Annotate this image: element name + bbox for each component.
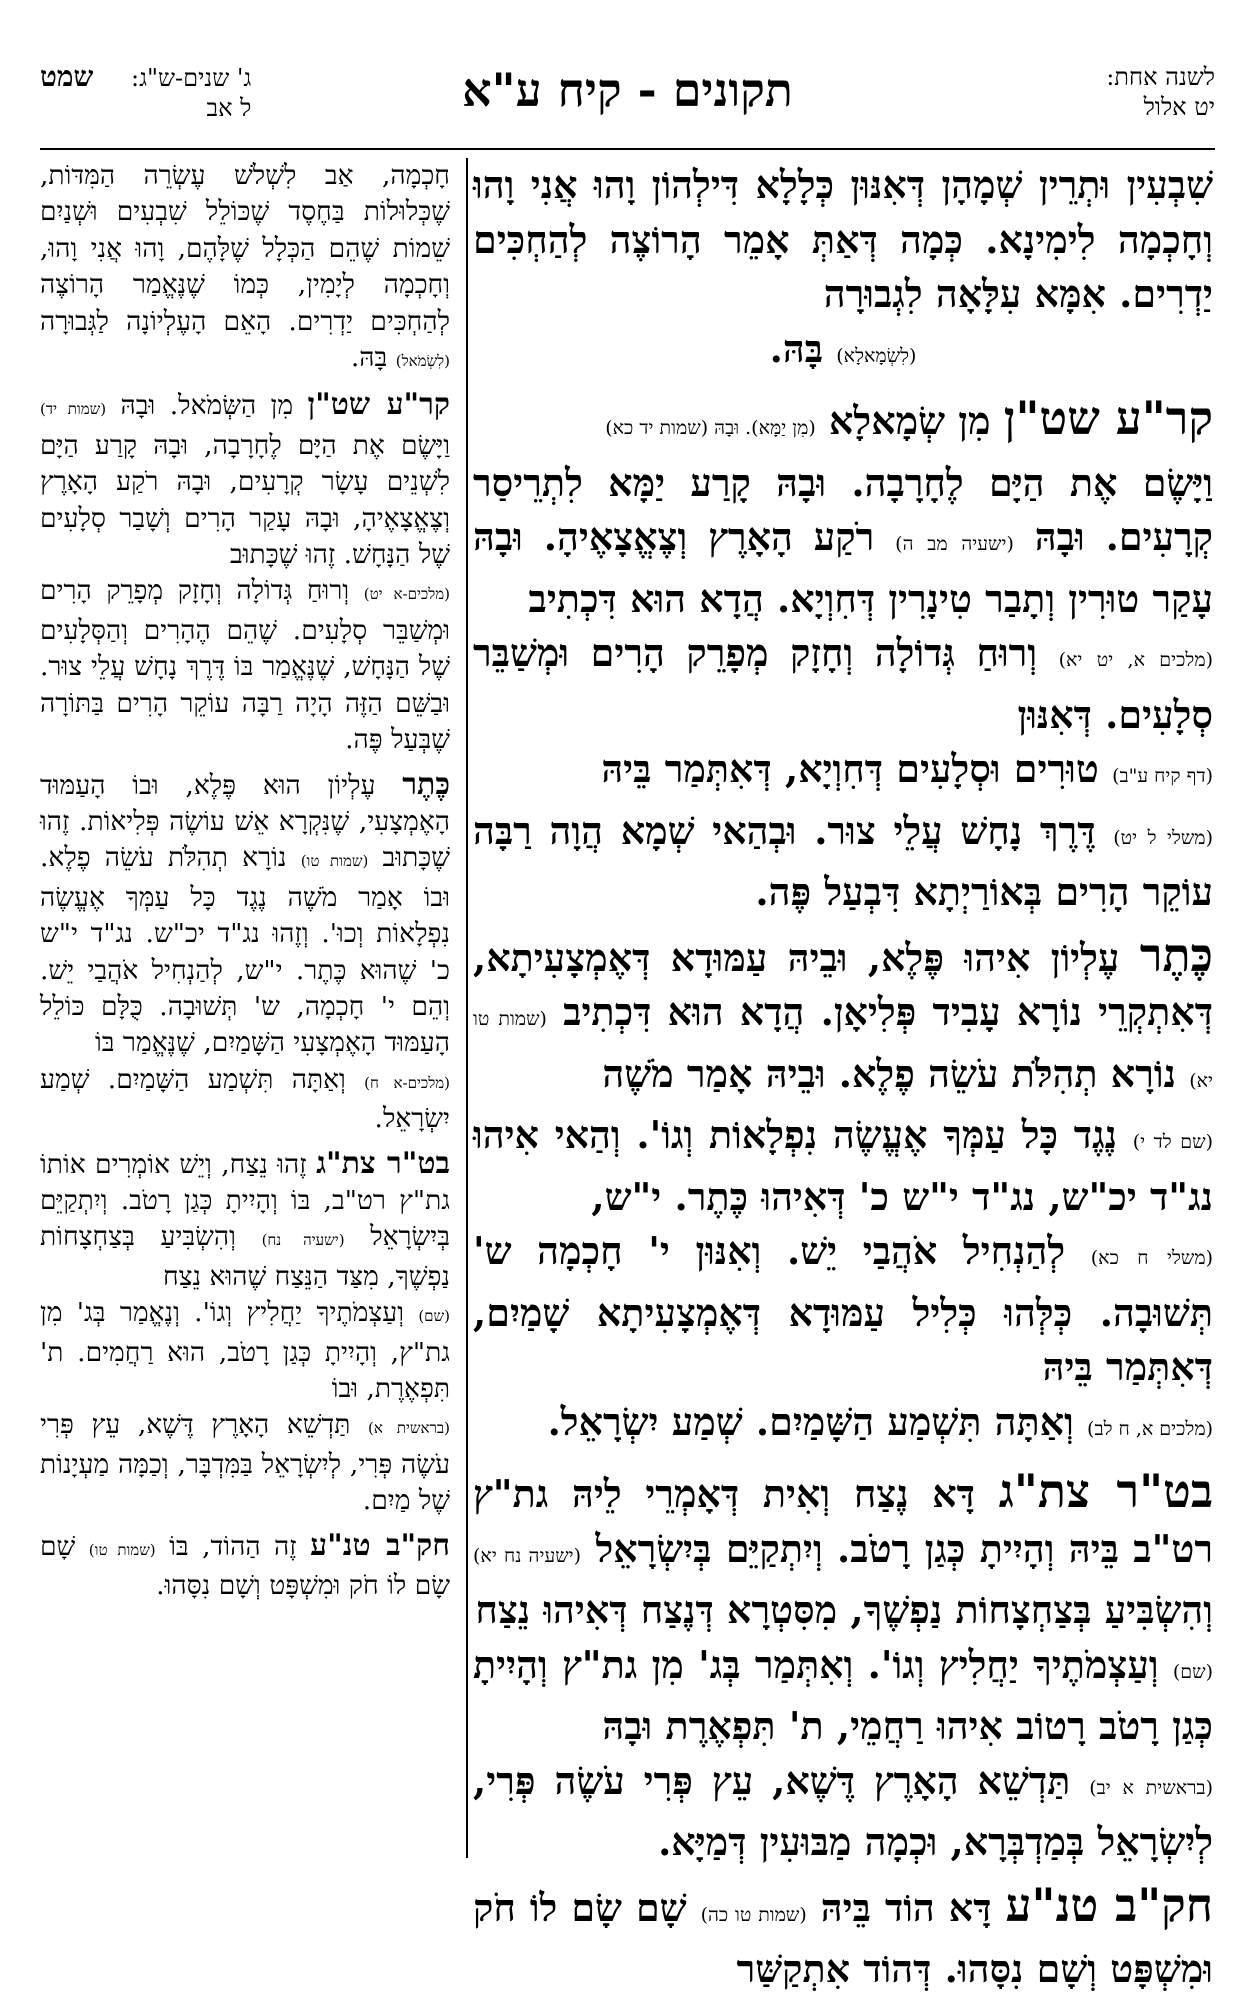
main-paragraph [473, 1108, 1213, 1224]
side-paragraph [40, 158, 450, 379]
column-divider [466, 158, 468, 1858]
paragraph-gap [40, 1138, 450, 1146]
source-reference: (בראשית א יב) [1089, 1776, 1214, 1799]
opening-word: בט"ר צת"ג [316, 1145, 450, 1181]
main-paragraph [473, 1638, 1213, 1754]
source-reference: (ישעיה נח) [261, 1231, 345, 1250]
paragraph-gap [40, 379, 450, 387]
side-paragraph [40, 1528, 450, 1605]
body-text: טוּרִים וּסְלָעִים דְּחִוְיָא, דְּאִתְּמַר בֵּיהּ [601, 746, 1099, 791]
main-paragraph [473, 322, 1213, 384]
main-paragraph [473, 1224, 1213, 1395]
body-text: עֶלְיוֹן הוּא פֶּלֶא, וּבוֹ הָעַמּוּד הָאֶמְצָעִי, שֶׁנִּקְרָא אֵשׁ עוֹשֶׂה פְּלִיאוֹת. זֶהוּ שֶׁכָּתוּב [40, 769, 450, 874]
paragraph-gap [473, 1870, 1213, 1878]
source-reference: (משלי ל יט) [1113, 826, 1213, 849]
main-paragraph [473, 804, 1213, 920]
main-paragraph [473, 456, 1213, 627]
paragraph-gap [473, 383, 1213, 391]
body-text: בָּהּ. [350, 342, 388, 374]
opening-word: כֶּתֶר [1139, 927, 1213, 982]
body-text: תַּדְשֵׁא הָאָרֶץ דֶּשֶׁא, עֵץ פְּרִי עֹשֶׂה פְּרִי, לְיִשְׂרָאֵל בַּמִּדְבָּר, וְכַמָּה מַעְיָנוֹת שֶׁל מַיִם. [40, 1409, 450, 1517]
side-paragraph [40, 767, 450, 1062]
body-text: זֶה הַהוֹד, בּוֹ [169, 1530, 297, 1562]
body-text: תַּדְשֵׁא הָאָרֶץ דֶּשֶׁא, עֵץ פְּרִי עֹשֶׂה פְּרִי, לְיִשְׂרָאֵל בְּמַדְבְּרָא, וּכְמָה מַבּוּעִין דְּמַיָּא. [473, 1757, 1213, 1864]
source-reference: (מִן יַמָּא). וּבָהּ (שמות יד כא) [605, 417, 816, 439]
main-paragraph [473, 1395, 1213, 1457]
page-header [40, 60, 1215, 140]
source-reference: (מלכים א, יט יא) [1058, 649, 1213, 671]
opening-word: קר"ע שט"ן [1003, 391, 1213, 445]
body-text: לְהַנְחִיל אֹהֲבַי יֵשׁ. וְאִנּוּן י' חָכְמָה ש' תְּשׁוּבָה. כְּלְּהוּ כְּלִיל עַמּוּדָא דְּאֶמְצָעִיתָא שָׁמַיִם, דְּאִתְּמַר בֵּיהּ [473, 1228, 1213, 1389]
body-text: מִן שְׂמָאלָא [829, 398, 991, 443]
body-text: וְאַתָּה תִּשְׁמַע הַשָּׁמַיִם. שְׁמַע יִשְׂרָאֵל. [547, 1398, 1074, 1444]
page-number: שמט [40, 60, 94, 93]
side-paragraph [40, 573, 450, 758]
main-paragraph [473, 928, 1213, 1109]
body-text: וַיָּשֶׂם אֶת הַיָּם לֶחָרָבָה, וּבָהּ קָרַע הַיָּם לִשְׁנֵים עָשָׂר קְרָעִים, וּבָהּ רֹקַע הָאָרֶץ וְצֶאֱצָאֶיהָ, וּבָהּ עָקַר הָרִים וְשָׁבַר סְלָעִים שֶׁל הַנָּחָשׁ. זֶהוּ שֶׁכָּתוּב [40, 429, 450, 571]
main-paragraph [473, 1878, 1213, 1997]
header-date: יט אלול [1143, 93, 1215, 121]
body-text: וְאַתָּה תִּשְׁמַע הַשָּׁמַיִם. שְׁמַע יִשְׂרָאֵל. [40, 1063, 450, 1135]
body-text: מִן הַשְּׂמֹאל. וּבָהּ [120, 390, 294, 422]
header-schedule-date: ל אב [206, 94, 252, 122]
source-reference: (שם) [418, 1307, 450, 1326]
source-reference: (שמות טו כה) [700, 1903, 807, 1926]
paragraph-gap [40, 1520, 450, 1528]
side-paragraph [40, 1062, 450, 1138]
body-text: שָׁם שָׂם לוֹ חֹק וּמִשְׁפָּט וְשָׁם נִסָּהוּ. [40, 1530, 450, 1602]
body-text: נֶגֶד כָּל עַמְּךָ אֶעֱשֶׂה נִפְלָאוֹת וְגוֹ'. וְהַאי אִיהוּ נג"ד יכ"ש, נג"ד י"ש כ' דְּאִיהוּ כֶּתֶר. י"ש, [473, 1112, 1213, 1219]
source-reference: (מלכים-א ח) [364, 1073, 450, 1092]
main-paragraph [473, 391, 1213, 456]
body-text: עֶלְיוֹן אִיהוּ פֶּלֶא, וּבֵיהּ עַמּוּדָא דְּאֶמְצָעִיתָא, דְּאִתְקְרֵי נוֹרָא עָבִיד פְּלִיאָן. הֲדָא הוּא דִּכְתִיב [473, 934, 1213, 1034]
body-text: נוֹרָא תְהִלֹּת עֹשֵׂה פֶלֶא. וּבוֹ אָמַר מֹשֶׁה נֶגֶד כָּל עַמְּךָ אֶעֱשֶׂה נִפְלָאוֹת וְכוּ'. וְזֶהוּ נג"ד יכ"ש. נג"ד י"ש כ' שֶׁהוּא כֶּתֶר. י"ש, לְהַנְחִיל אֹהֲבַי יֵשׁ. וְהֵם י' חָכְמָה, ש' תְּשׁוּבָה. כֻּלָּם כּוֹלֵל הָעַמּוּד הָאֶמְצָעִי הַשָּׁמַיִם, שֶׁנֶּאֱמַר בּוֹ [40, 842, 450, 1059]
paragraph-gap [40, 759, 450, 767]
source-reference: (ישעיה מב ה) [895, 533, 1014, 555]
side-paragraph [40, 387, 450, 573]
body-text: וְעַצְמֹתֶיךָ יַחֲלִיץ וְגוֹ'. וְאִתְּמַר בְּג' מִן גת"ץ וְהָיִיתָ כְּגַן רָטֹב רָטוֹב אִיהוּ רַחֲמֵי, ת' תִּפְאֶרֶת וּבָהּ [473, 1641, 1213, 1748]
body-text: וְהִשְׂבִּיעַ בְּצַחְצָחוֹת נַפְשֶׁךָ, מִצַּד הַנֵּצַח שֶׁהוּא נֵצַח [40, 1221, 450, 1292]
opening-word: חק"ב טנ"ע [1005, 1877, 1214, 1932]
body-text: וְעַצְמֹתֶיךָ יַחֲלִיץ וְגוֹ'. וְנֶאֱמַר בְּג' מִן גת"ץ, וְהָיִיתָ כְּגַן רָטֹב, הוּא רַחֲמִים. ת' תִּפְאֶרֶת, וּבוֹ [40, 1297, 450, 1404]
body-text: נוֹרָא תְהִלֹּת עֹשֵׂה פֶלֶא. וּבֵיהּ אָמַר מֹשֶׁה [602, 1050, 1176, 1096]
source-reference: (שמות טו יא) [473, 1008, 1213, 1092]
body-text: דָּא נֶצַח וְאִית דְּאָמְרֵי לֵיהּ גת"ץ רט"ב בֵּיהּ וְהָיִיתָ כְּגַן רָטֹב. וְיִתְקַיֵּם בְּיִשְׂרָאֵל [473, 1471, 1213, 1571]
source-reference: (דף קיח ע"ב) [1112, 765, 1213, 787]
main-paragraph [473, 742, 1213, 804]
main-paragraph [473, 626, 1213, 742]
body-text: זֶהוּ נֵצַח, וְיֵשׁ אוֹמְרִים אוֹתוֹ גת"ץ רט"ב, בּוֹ וְהָיִיתָ כְּגַן רָטֹב. וְיִתְקַיֵּם בְּיִשְׂרָאֵל [40, 1148, 450, 1253]
opening-word: חק"ב טנ"ע [310, 1527, 450, 1563]
side-paragraph [40, 1146, 450, 1296]
page-title: תקונים - קיח ע"א [462, 63, 793, 117]
side-paragraph [40, 1407, 450, 1519]
source-reference: (לִשְׂמָאלָא) [836, 344, 917, 367]
opening-word: כֶּתֶר [402, 766, 450, 802]
main-paragraph [473, 158, 1213, 322]
header-rule [40, 148, 1215, 150]
body-text: וְהִשְׂבִּיעַ בְּצַחְצָחוֹת נַפְשֶׁךָ, מִסִּטְרָא דְּנֶצַח דְּאִיהוּ נֵצַח [475, 1587, 1213, 1632]
source-reference: (משלי ח כא) [1090, 1247, 1213, 1269]
source-reference: (שמות טו) [300, 852, 369, 871]
translation-column [40, 158, 450, 1604]
body-text: דָּא הוֹד בֵּיהּ [820, 1884, 992, 1930]
body-text: וַיָּשֶׂם אֶת הַיָּם לֶחָרָבָה. וּבָהּ קָרַע יַמָּא לִתְרֵיסַר קְרָעִים. וּבָהּ [473, 459, 1214, 559]
paragraph-gap [473, 1456, 1213, 1464]
source-reference: (מלכים א, ח לב) [1087, 1417, 1213, 1440]
header-schedule-label: ג' שנים-ש"ג: [130, 64, 252, 92]
body-text: בָּהּ. [769, 325, 824, 371]
body-text: חָכְמָה, אַב לִשְׁלֹשׁ עֶשְׂרֵה הַמִּדּוֹת, שֶׁכְּלוּלוֹת בַּחֶסֶד שֶׁכּוֹלֵל שִׁבְעִים וּשְׁנַיִם שֵׁמוֹת שֶׁהֵם הַכְּלָל שֶׁלָּהֶם, וָהוּ אֲנִי וָהוּ, וְחָכְמָה לְיָמִין, כְּמוֹ שֶׁנֶּאֱמַר הָרוֹצֶה לְהַחְכִּים יַדְרִים. הָאֵם הָעֶלְיוֹנָה לַגְּבוּרָה [40, 160, 450, 337]
body-text: וְרוּחַ גְּדוֹלָה וְחָזָק מְפָרֵק הָרִים וּמְשַׁבֵּר סְלָעִים. שֶׁהֵם הֶהָרִים וְהַסְּלָעִים שֶׁל הַנָּחָשׁ, שֶׁנֶּאֱמַר בּוֹ דֶּרֶךְ נָחָשׁ עֲלֵי צוּר. וּבַשֵּׁם הַזֶּה הָיָה רַבָּה עוֹקֵר הָרִים בַּתּוֹרָה שֶׁבְּעַל פֶּה. [40, 575, 450, 756]
source-reference: (שמות טו) [88, 1540, 156, 1559]
opening-word: בט"ר צת"ג [998, 1464, 1213, 1518]
source-reference: (בראשית א) [368, 1419, 450, 1438]
body-text: שִׁבְעִין וּתְרֵין שְׁמָהָן דְּאִנּוּן כְּלָלָא דִּילְהוֹן וָהוּ אֲנִי וָהוּ וְחָכְמָה לִימִינָא. כְּמָה דְּאַתְּ אָמֵר הָרוֹצֶה לְהַחְכִּים יַדְרִים. אִמָּא עִלָּאָה לִגְבוּרָה [473, 162, 1213, 316]
header-schedule-block [40, 62, 251, 123]
source-reference: (מלכים-א יט) [363, 585, 450, 604]
body-text: דֶּרֶךְ נָחָשׁ עֲלֵי צוּר. וּבְהַאי שְׁמָא הֲוָה רַבָּה עוֹקֵר הָרִים בְּאוֹרַיְתָא דִּבְעַל פֶּה. [473, 807, 1213, 914]
body-text: שָׁם שָׂם לוֹ חֹק וּמִשְׁפָּט וְשָׁם נִסָּהוּ. דְּהוֹד אִתְקַשַּׁר [473, 1884, 1213, 1991]
source-reference: (שמות יד) [40, 400, 107, 419]
side-paragraph [40, 1295, 450, 1407]
main-paragraph [473, 1754, 1213, 1870]
source-reference: (ישעיה נח יא) [473, 1544, 582, 1567]
source-reference: (שם) [1172, 1660, 1213, 1683]
opening-word: קר"ע שט"ן [307, 387, 450, 423]
header-cycle-label: לשנה אחת: [1106, 63, 1215, 91]
main-text-column [473, 158, 1213, 1997]
source-reference: (שם לד י) [1132, 1131, 1213, 1153]
paragraph-gap [473, 920, 1213, 928]
body-text: וְרוּחַ גְּדוֹלָה וְחָזָק מְפָרֵק הָרִים וּמְשַׁבֵּר סְלָעִים. דְּאִנּוּן [473, 630, 1213, 737]
main-paragraph [473, 1464, 1213, 1638]
body-text: רֹקַע הָאָרֶץ וְצֶאֱצָאֶיהָ. וּבָהּ עָקַר טוּרִין וְתָבַר טִינָרִין דְּחִוְיָא. הֲדָא הוּא דִּכְתִיב [473, 514, 1213, 621]
source-reference: (לִשְׂמֹאל) [395, 352, 450, 371]
